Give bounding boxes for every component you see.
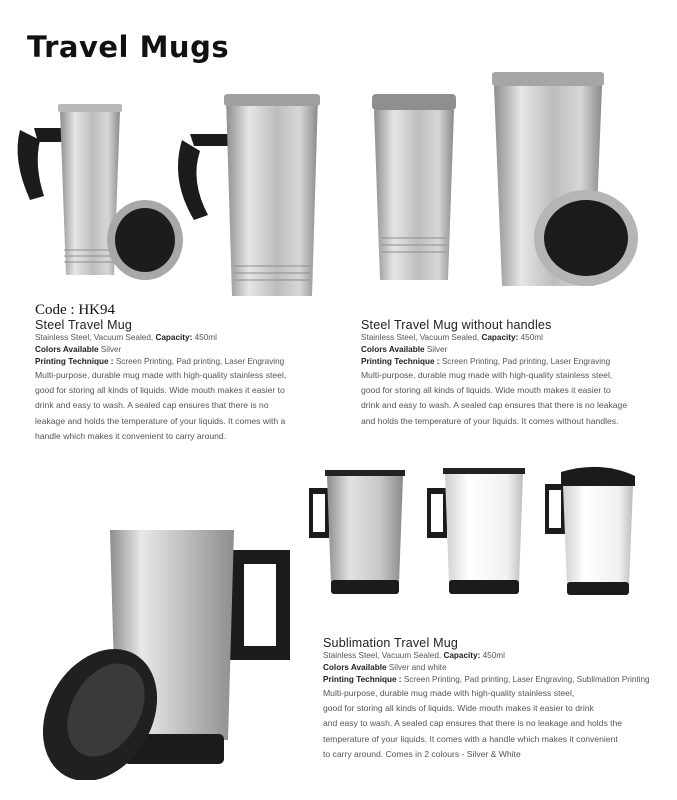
product-colors: Colors Available Silver — [361, 345, 448, 354]
product-code: Code : HK94 — [35, 302, 115, 318]
product-sublimation-details — [323, 636, 650, 762]
product-colors: Colors Available Silver — [35, 345, 122, 354]
product-printing: Printing Technique : Screen Printing, Pad printing, Laser Engraving, Sublimation Printing — [323, 675, 650, 684]
sublimation-mugs-image — [305, 462, 645, 602]
product-spec: Stainless Steel, Vacuum Sealed, Capacity: 450ml — [35, 333, 217, 342]
product-without-handles-details — [361, 318, 627, 429]
product-description: Multi-purpose, durable mug made with high-quality stainless steel, good for storing all kinds of liquids. Wide mouth makes it easier to drink and easy to wash. A sealed cap ensures that there is no leakage and holds the temperature of your liquids. It comes with a handle which makes it convenient to carry around. Comes in 2 colours - Silver & White — [323, 688, 623, 759]
product-hk94-details — [35, 303, 286, 444]
sublimation-steel-mug-large-image — [40, 520, 305, 780]
product-name: Steel Travel Mug without handles — [361, 318, 552, 332]
product-name: Sublimation Travel Mug — [323, 636, 459, 650]
product-spec: Stainless Steel, Vacuum Sealed, Capacity: 450ml — [323, 651, 505, 660]
product-description: Multi-purpose, durable mug made with high-quality stainless steel, good for storing all kinds of liquids. Wide mouth makes it easier to drink and easy to wash. A sealed cap ensures that there is no leakage and holds the temperature of your liquids. It comes with a handle which makes it convenient to carry around. — [35, 370, 287, 441]
product-colors: Colors Available Silver and white — [323, 663, 447, 672]
product-printing: Printing Technique : Screen Printing, Pad printing, Laser Engraving — [361, 357, 611, 366]
product-spec: Stainless Steel, Vacuum Sealed, Capacity: 450ml — [361, 333, 543, 342]
page-title: Travel Mugs — [27, 30, 230, 64]
product-description: Multi-purpose, durable mug made with high-quality stainless steel, good for storing all kinds of liquids. Wide mouth makes it easier to drink and easy to wash. A sealed cap ensures that there is no leakage and holds the temperature of your liquids. It comes without handles. — [361, 370, 628, 426]
product-printing: Printing Technique : Screen Printing, Pad printing, Laser Engraving — [35, 357, 285, 366]
steel-mug-without-handles-image — [368, 70, 648, 300]
product-name: Steel Travel Mug — [35, 318, 132, 332]
steel-mug-with-handle-image — [12, 90, 347, 300]
